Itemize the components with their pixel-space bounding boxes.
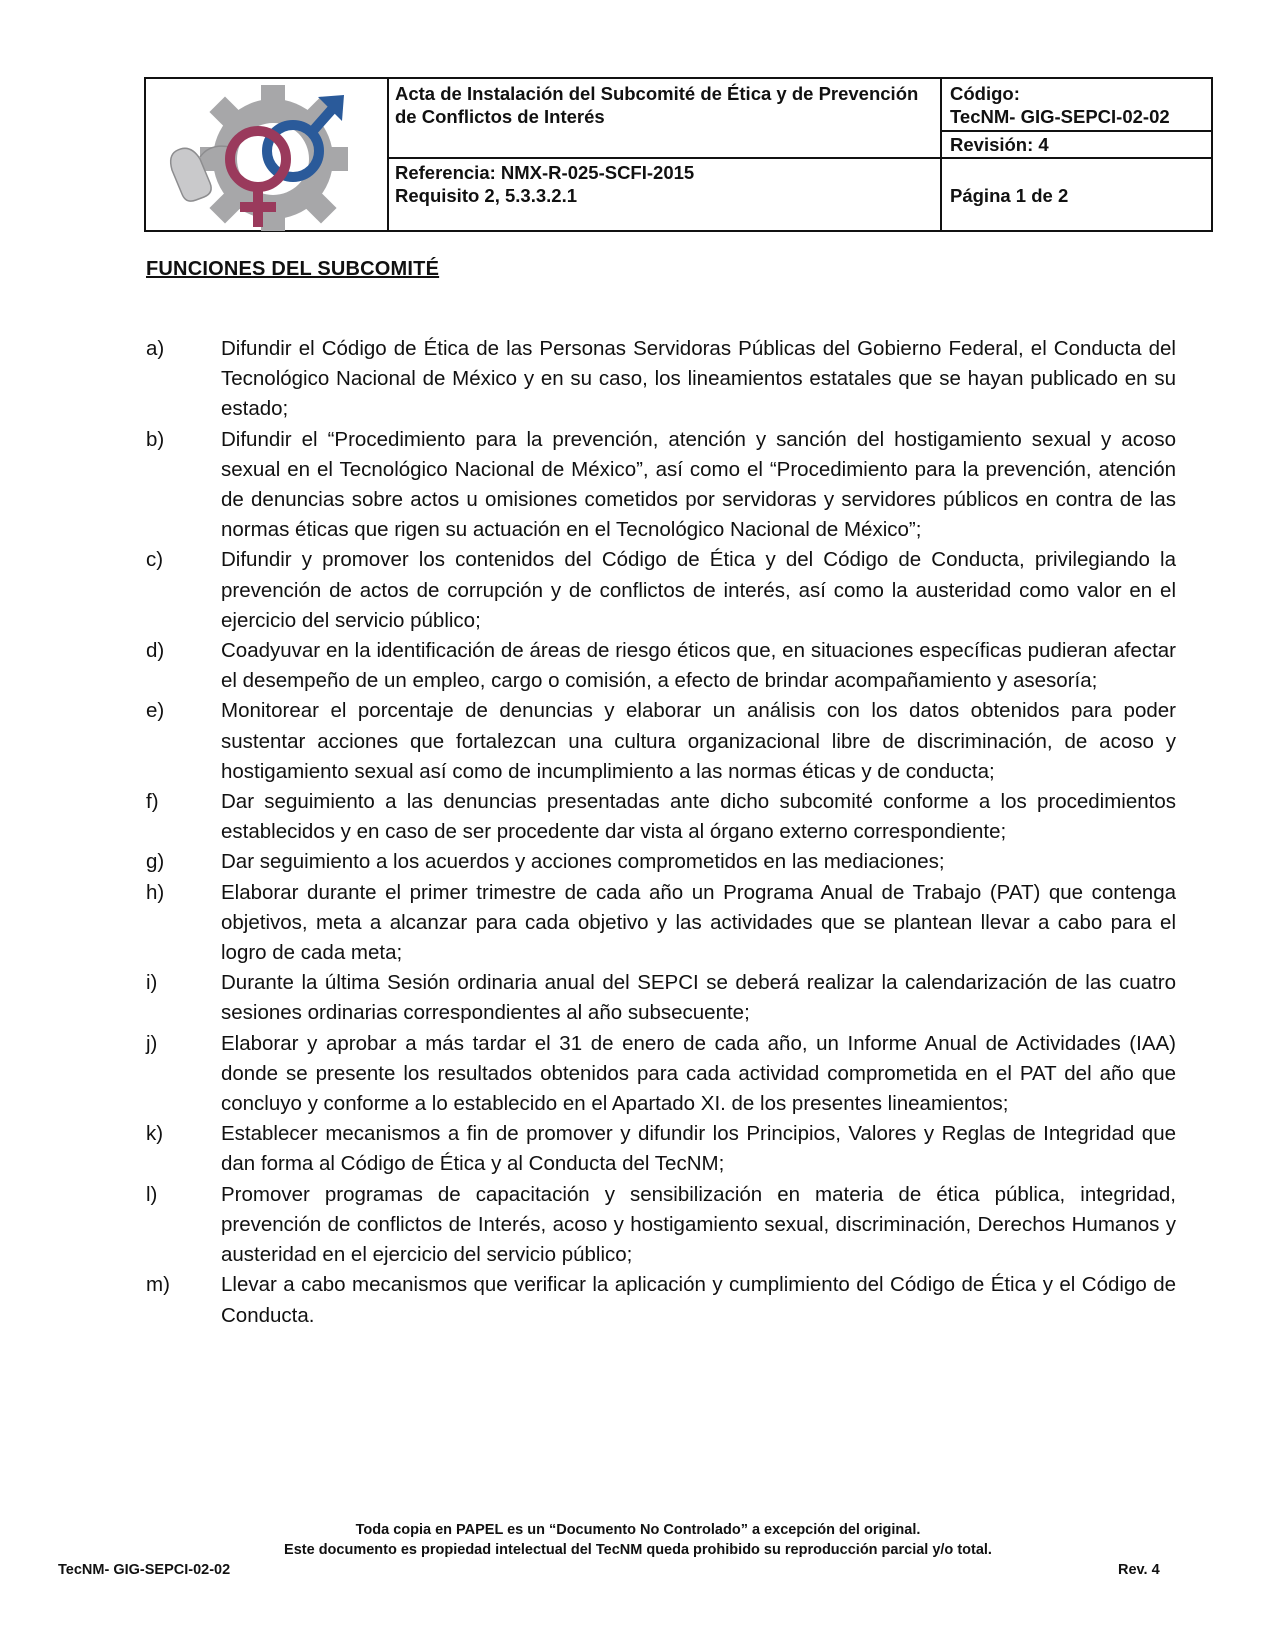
item-label: j) — [146, 1031, 158, 1055]
item-label: h) — [146, 880, 165, 904]
list-item — [146, 847, 1176, 877]
item-text: Establecer mecanismos a fin de promover y difundir los Principios, Valores y Reglas de Integridad que dan forma al Código de Ética y al Conducta del TecNM; — [221, 1122, 1176, 1176]
item-label: i) — [146, 971, 158, 995]
item-text: Durante la última Sesión ordinaria anual del SEPCI se deberá realizar la calendarización de las cuatro sesiones ordinarias correspondientes al año subsecuente; — [221, 971, 1176, 1025]
list-item — [146, 878, 1176, 969]
item-label: a) — [146, 337, 165, 360]
item-label: c) — [146, 548, 164, 572]
list-item — [146, 636, 1176, 696]
reference-cell — [389, 159, 942, 230]
requirement-line: Requisito 2, 5.3.3.2.1 — [395, 185, 577, 206]
item-text: Dar seguimiento a las denuncias presentadas ante dicho subcomité conforme a los procedimientos establecidos y en caso de ser procedente dar vista al órgano externo correspondiente; — [221, 790, 1176, 844]
page-number: Página 1 de 2 — [950, 185, 1069, 206]
list-item — [146, 425, 1176, 546]
item-text: Difundir el “Procedimiento para la prevención, atención y sanción del hostigamiento sexual y acoso sexual en el Tecnológico Nacional de México”, así como el “Procedimiento para la prevención, atención de denuncias sobre actos u omisiones cometidos por servidoras y servidores públicos en contra de las normas éticas que rigen su actuación en el Tecnológico Nacional de México”; — [221, 427, 1176, 542]
item-label: k) — [146, 1122, 164, 1146]
gender-equality-gear-logo-icon — [148, 81, 388, 231]
footer-document-code: TecNM- GIG-SEPCI-02-02 — [58, 1562, 231, 1578]
item-text: Promover programas de capacitación y sensibilización en materia de ética pública, integridad, prevención de conflictos de Interés, acoso y hostigamiento sexual, discriminación, Derechos Humanos y austeridad en el ejercicio del servicio público; — [221, 1182, 1176, 1267]
list-item — [146, 1180, 1176, 1271]
footer-uncontrolled-notice: Toda copia en PAPEL es un “Documento No Controlado” a excepción del original. — [355, 1522, 921, 1538]
list-item — [146, 1270, 1176, 1330]
item-text: Difundir y promover los contenidos del Código de Ética y del Código de Conducta, privilegiando la prevención de actos de corrupción y de conflictos de interés, así como la austeridad como valor en el ejercicio del servicio público; — [221, 548, 1176, 632]
code-cell — [942, 79, 1211, 132]
document-header-table — [144, 77, 1213, 232]
item-text: Dar seguimiento a los acuerdos y acciones comprometidos en las mediaciones; — [221, 850, 945, 874]
item-label: m) — [146, 1273, 170, 1297]
item-label: d) — [146, 639, 165, 663]
item-text: Difundir el Código de Ética de las Personas Servidoras Públicas del Gobierno Federal, el Conducta del Tecnológico Nacional de México y en su caso, los lineamientos estatales que se hayan publicado en su estado; — [221, 337, 1176, 421]
list-item — [146, 968, 1176, 1028]
list-item — [146, 1119, 1176, 1179]
item-text: Elaborar durante el primer trimestre de cada año un Programa Anual de Trabajo (PAT) que contenga objetivos, meta a alcanzar para cada objetivo y las actividades que se plantean llevar a cabo para el logro de cada meta; — [221, 880, 1176, 965]
reference-line: Referencia: NMX-R-025-SCFI-2015 — [395, 162, 695, 183]
functions-list — [146, 334, 1176, 1331]
list-item — [146, 696, 1176, 787]
item-label: f) — [146, 790, 159, 814]
revision-cell: Revisión: 4 — [942, 132, 1211, 159]
item-label: g) — [146, 850, 165, 874]
code-label: Código: — [950, 83, 1020, 104]
item-text: Coadyuvar en la identificación de áreas de riesgo éticos que, en situaciones específicas pudieran afectar el desempeño de un empleo, cargo o comisión, a efecto de brindar acompañamiento y asesoría; — [221, 639, 1176, 693]
document-title: Acta de Instalación del Subcomité de Ética y de Prevención de Conflictos de Interés — [389, 79, 942, 159]
item-label: e) — [146, 699, 165, 723]
list-item — [146, 1029, 1176, 1120]
item-text: Monitorear el porcentaje de denuncias y elaborar un análisis con los datos obtenidos para poder sustentar acciones que fortalezcan una cultura organizacional libre de discriminación, de acoso y hostigamiento sexual así como de incumplimiento a las normas éticas y de conducta; — [221, 699, 1176, 783]
item-text: Elaborar y aprobar a más tardar el 31 de enero de cada año, un Informe Anual de Actividades (IAA) donde se presente los resultados obtenidos para cada actividad comprometida en el PAT del año que concluyo y conforme a lo establecido en el Apartado XI. de los presentes lineamientos; — [221, 1031, 1176, 1116]
list-item — [146, 545, 1176, 636]
list-item — [146, 787, 1176, 847]
list-item — [146, 334, 1176, 425]
item-text: Llevar a cabo mecanismos que verificar la aplicación y cumplimiento del Código de Ética y el Código de Conducta. — [221, 1273, 1176, 1327]
footer-property-notice: Este documento es propiedad intelectual del TecNM queda prohibido su reproducción parcial y/o total. — [284, 1542, 992, 1558]
item-label: l) — [146, 1182, 158, 1206]
logo-cell — [146, 79, 389, 230]
code-value: TecNM- GIG-SEPCI-02-02 — [950, 106, 1170, 127]
section-title: FUNCIONES DEL SUBCOMITÉ — [146, 258, 440, 280]
item-label: b) — [146, 427, 165, 451]
footer-revision: Rev. 4 — [1118, 1562, 1160, 1578]
